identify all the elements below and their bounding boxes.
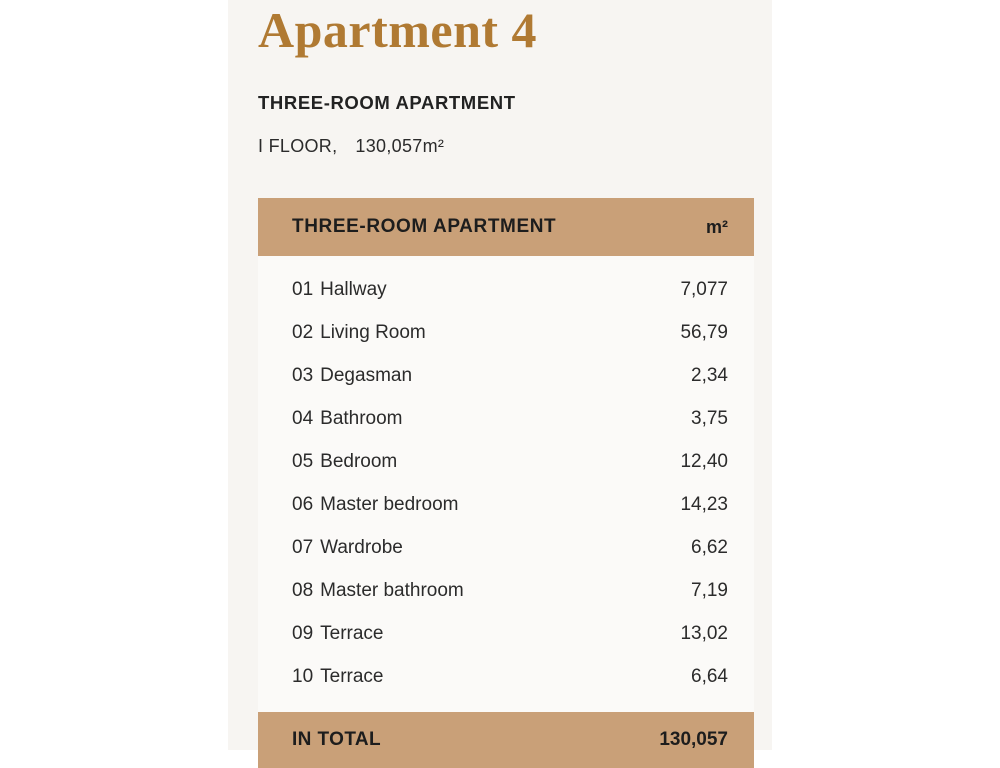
table-row [292, 268, 728, 311]
page-title: Apartment 4 [258, 2, 538, 58]
content-panel [228, 0, 772, 750]
room-label: Bathroom [320, 408, 403, 429]
room-number: 04 [292, 408, 314, 429]
room-number: 03 [292, 365, 314, 386]
room-name [292, 483, 458, 526]
table-row [292, 440, 728, 483]
table-row [292, 354, 728, 397]
apartment-type-subtitle: THREE-ROOM APARTMENT [258, 92, 516, 113]
room-label: Wardrobe [320, 537, 403, 558]
room-area: 6,64 [691, 666, 728, 687]
room-label: Degasman [320, 365, 413, 386]
room-number: 10 [292, 666, 314, 687]
room-number: 07 [292, 537, 314, 558]
room-area: 13,02 [680, 623, 728, 644]
room-area: 7,19 [691, 580, 728, 601]
total-label: IN TOTAL [292, 729, 382, 750]
room-number: 02 [292, 322, 314, 343]
room-area: 7,077 [680, 279, 728, 300]
room-name [292, 440, 397, 483]
table-row [292, 612, 728, 655]
column-header-unit: m² [706, 216, 728, 237]
room-label: Living Room [320, 322, 426, 343]
room-area: 56,79 [680, 322, 728, 343]
table-row [292, 483, 728, 526]
floor-info [258, 136, 444, 157]
table-body [258, 256, 754, 712]
table-header [258, 198, 754, 256]
room-label: Master bathroom [320, 580, 464, 601]
room-label: Terrace [320, 623, 384, 644]
room-number: 01 [292, 279, 314, 300]
room-name [292, 268, 387, 311]
total-value: 130,057 [659, 729, 728, 750]
table-row [292, 311, 728, 354]
room-area: 3,75 [691, 408, 728, 429]
room-name [292, 311, 426, 354]
room-name [292, 354, 412, 397]
room-label: Hallway [320, 279, 387, 300]
floor-label: I FLOOR, [258, 136, 338, 156]
room-number: 06 [292, 494, 314, 515]
room-name [292, 655, 384, 698]
room-name [292, 397, 403, 440]
table-row [292, 569, 728, 612]
room-label: Master bedroom [320, 494, 459, 515]
table-row [292, 655, 728, 698]
table-row [292, 526, 728, 569]
table-total-row [258, 712, 754, 768]
room-label: Bedroom [320, 451, 398, 472]
floor-area: 130,057m² [355, 136, 445, 156]
room-number: 08 [292, 580, 314, 601]
room-area: 12,40 [680, 451, 728, 472]
room-number: 05 [292, 451, 314, 472]
room-label: Terrace [320, 666, 384, 687]
room-name [292, 526, 403, 569]
room-name [292, 569, 464, 612]
room-number: 09 [292, 623, 314, 644]
room-name [292, 612, 384, 655]
room-area: 6,62 [691, 537, 728, 558]
room-area: 14,23 [680, 494, 728, 515]
room-area-table [258, 198, 754, 768]
room-area: 2,34 [691, 365, 728, 386]
column-header-name: THREE-ROOM APARTMENT [292, 216, 557, 237]
table-row [292, 397, 728, 440]
